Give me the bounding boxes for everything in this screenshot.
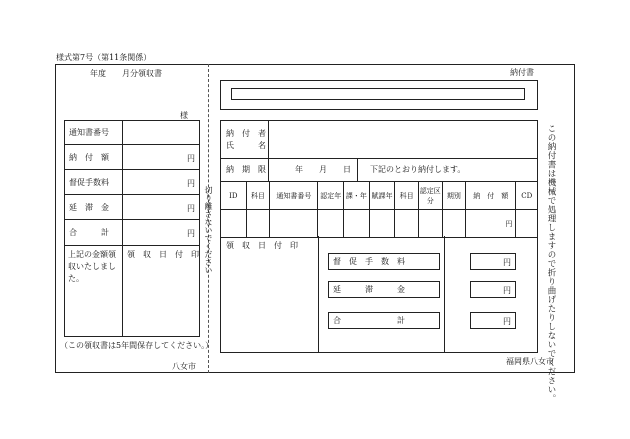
- fee-yen-1: 円: [503, 258, 511, 267]
- col-period: 期別: [442, 182, 466, 210]
- col-amount: 納 付 額: [466, 182, 516, 210]
- col-approval-class: 認定区分: [418, 182, 442, 210]
- receipt-yen-total: 円: [187, 229, 195, 238]
- receipt-sama: 様: [180, 111, 188, 120]
- fee-label-1: 督 促 手 数 料: [333, 257, 405, 266]
- issuer: 福岡県八女市: [506, 357, 554, 366]
- fee-yen-3: 円: [503, 317, 511, 326]
- deadline-value: 年 月 日: [295, 165, 351, 174]
- col-subject-2: 科目: [395, 182, 419, 210]
- receipt-yen-fee: 円: [187, 179, 195, 188]
- cut-note: 切り離さないでください: [204, 186, 213, 274]
- payer-label: 納 付 者: [226, 129, 266, 138]
- col-id: ID: [221, 182, 247, 210]
- receipt-city: 八女市: [172, 362, 196, 371]
- receipt-label-notice: 通知書番号: [69, 128, 109, 137]
- receipt-stamp-label: 領 収 日 付 印: [127, 250, 199, 259]
- payment-statement: 下記のとおり納付します。: [370, 165, 466, 174]
- amount-yen: 円: [466, 210, 516, 238]
- payment-title: 納付書: [510, 68, 534, 77]
- address-window: [231, 88, 525, 100]
- col-notice-number: 通知書番号: [270, 182, 318, 210]
- fee-label-3: 合 計: [333, 316, 405, 325]
- col-levy-year: 賦課年: [369, 182, 395, 210]
- receipt-label-late: 延 滞 金: [69, 203, 109, 212]
- receipt-keep-note: （この領収書は5年間保存してください。）: [60, 341, 214, 350]
- payment-stamp-label: 領 収 日 付 印: [226, 241, 298, 250]
- receipt-label-amount: 納 付 額: [69, 153, 109, 162]
- col-section-year: 課・年: [344, 182, 370, 210]
- receipt-yen-late: 円: [187, 204, 195, 213]
- col-cd: CD: [516, 182, 538, 210]
- receipt-received-text: 上記の金額領収いたしました。: [68, 250, 116, 283]
- form-number: 様式第7号（第11条関係）: [56, 53, 152, 62]
- receipt-yen-amount: 円: [187, 154, 195, 163]
- right-note: この納付書は機械で処理しますので折り曲げたりしないでください。: [546, 124, 556, 403]
- receipt-label-total: 合 計: [69, 228, 109, 237]
- payer-name-label: 氏 名: [226, 141, 266, 150]
- fee-yen-2: 円: [503, 286, 511, 295]
- col-subject: 科目: [246, 182, 270, 210]
- receipt-label-fee: 督促手数料: [69, 178, 109, 187]
- deadline-label: 納 期 限: [226, 165, 266, 174]
- receipt-header: 年度 月分領収書: [90, 69, 162, 78]
- fee-label-2: 延 滞 金: [333, 285, 405, 294]
- col-approval-year: 認定年: [318, 182, 344, 210]
- payment-columns: [220, 181, 538, 238]
